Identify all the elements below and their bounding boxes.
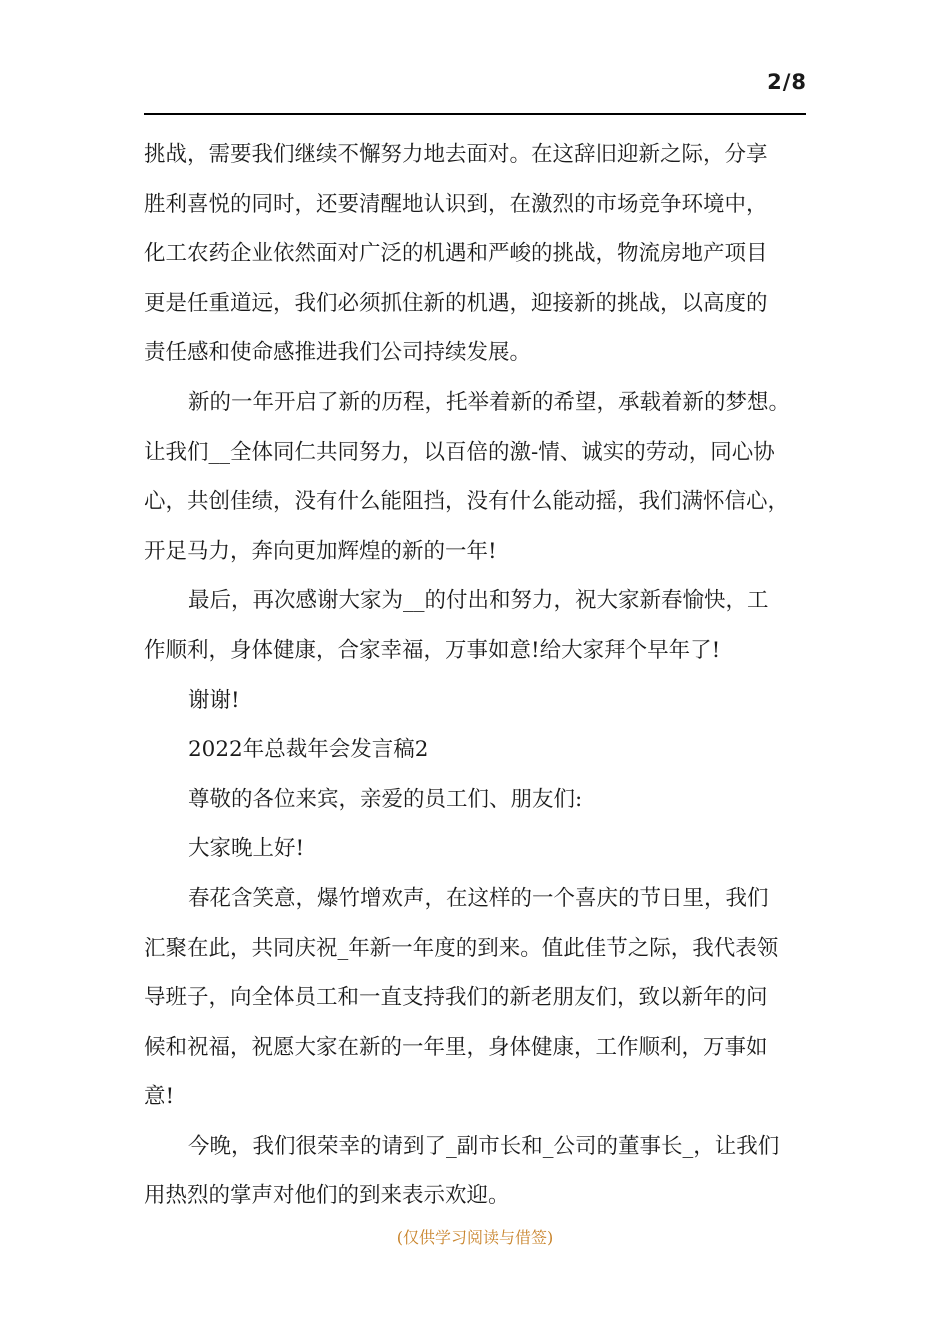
text-line: 最后，再次感谢大家为__的付出和努力，祝大家新春愉快，工 [188,588,769,614]
text-line: 候和祝福，祝愿大家在新的一年里，身体健康，工作顺利，万事如 [144,1034,768,1060]
text-line: 胜利喜悦的同时，还要清醒地认识到，在激烈的市场竞争环境中， [144,191,768,217]
text-line: 意! [144,1084,175,1110]
text-line: 化工农药企业依然面对广泛的机遇和严峻的挑战，物流房地产项目 [144,241,768,267]
text-line: 开足马力，奔向更加辉煌的新的一年! [144,538,497,564]
text-line: 导班子，向全体员工和一直支持我们的新老朋友们，致以新年的问 [144,985,768,1011]
document-body [144,130,824,1221]
text-line: 春花含笑意，爆竹增欢声，在这样的一个喜庆的节日里，我们 [188,885,769,911]
footer-note: (仅供学习阅读与借签) [396,1228,554,1247]
text-line: 汇聚在此，共同庆祝_年新一年度的到来。值此佳节之际，我代表领 [144,935,779,961]
header-rule [144,113,806,115]
text-line: 新的一年开启了新的历程，托举着新的希望，承载着新的梦想。 [188,389,791,415]
text-line: 让我们__全体同仁共同努力，以百倍的激-情、诚实的劳动，同心协 [144,439,775,465]
text-line: 尊敬的各位来宾，亲爱的员工们、朋友们: [188,786,583,812]
text-line: 责任感和使命感推进我们公司持续发展。 [144,340,532,366]
text-line: 2022年总裁年会发言稿2 [188,737,429,763]
text-line: 心，共创佳绩，没有什么能阻挡，没有什么能动摇，我们满怀信心， [144,489,790,515]
text-line: 大家晚上好! [188,836,305,862]
text-line: 今晚，我们很荣幸的请到了_副市长和_公司的董事长_，让我们 [188,1133,780,1159]
text-line: 作顺利，身体健康，合家幸福，万事如意!给大家拜个早年了! [144,637,721,663]
page-number: 2/8 [767,70,807,94]
text-line: 用热烈的掌声对他们的到来表示欢迎。 [144,1183,510,1209]
text-line: 谢谢! [188,687,240,713]
text-line: 挑战，需要我们继续不懈努力地去面对。在这辞旧迎新之际，分享 [144,142,768,167]
text-line: 更是任重道远，我们必须抓住新的机遇，迎接新的挑战，以高度的 [144,290,768,316]
